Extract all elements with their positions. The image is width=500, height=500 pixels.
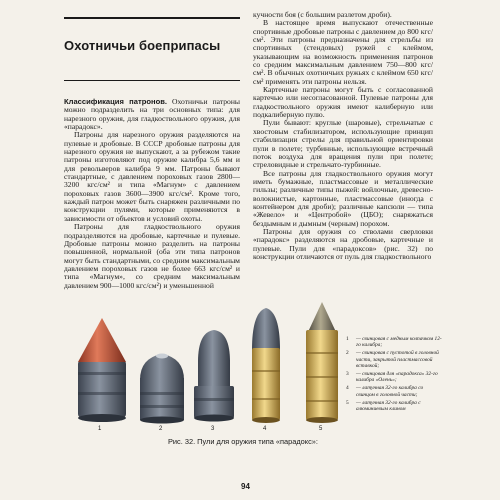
paragraph-7: Пули бывают: круглые (шаровые), стрельчатые с хвостовым стабилизатором, использующие принцип стабилизации стрелы для правильной ориентировки пули в полете; турбинные, использующие встречный поток воздуха для вращения пули при полете; стреловидные и стрельчато-турбинные. xyxy=(253,118,433,170)
bullet-1 xyxy=(78,318,126,422)
paragraph-5: В настоящее время выпускают отечественные спортивные дробовые патроны с давлением до 800 кгс/см². Эти патроны предназначены для стрельбы из спортивных (стендовых) ружей с клеймом, указывающим на возможность применения патронов со средним максимальным давлением 750—800 кгс/см². В обычных охотничьих ружьях с клеймом 650 кгс/см² применять эти патроны нельзя. xyxy=(253,18,433,86)
bullet-4 xyxy=(252,308,280,423)
legend-item: 5 — латунная 32-го калибра с алюминиевым клином xyxy=(346,399,421,413)
paragraph-lead: Классификация патронов. xyxy=(64,97,167,106)
legend-item: 2 — свинцовая с пустотой в головной части, закрытой пластмассовой вставкой; xyxy=(346,350,439,369)
bullet-2 xyxy=(140,354,184,424)
bullet-label-4: 4 xyxy=(263,426,267,432)
bullet-label-5: 5 xyxy=(319,426,323,432)
paragraph-3: Патроны для гладкоствольного оружия подразделяются на дробовые, картечные и пулевые. Дробовые патроны можно разделить на патроны повышенной, нормальной (оба эти типа патронов могут быть стандартными, со средним максимальным давлением пороховых газов не более 663 кгс/см² и типа «Магнум», со средним максимальным давлением 900—1000 кгс/см²) и уменьшенной xyxy=(64,222,240,290)
legend-item: 4 — латунная 32-го калибра со свинцом в головной части; xyxy=(346,385,424,398)
paragraph-text: Охотничьи патроны можно подразделить на три основных типа: для нарезного оружия, для гладкоствольного оружия, для «парадокс». xyxy=(64,97,240,132)
paragraph-8: Все патроны для гладкоствольного оружия могут иметь бумажные, пластмассовые и металлические гильзы; различные типы пыжей: войлочные, древесно-волокнистые, картонные, пластмассовые (иногда с контейнером для дроби); различные капсюли — типа «Жевело» и «Центробой» (ЦБО); снаряжаться бездымным и дымным (черным) порохом. xyxy=(253,168,433,228)
legend-item: 1 — свинцовая с медным колпачком 12-го калибра; xyxy=(346,336,442,349)
paragraph-4: кучности боя (с большим разлетом дроби). xyxy=(253,10,392,19)
bullet-5 xyxy=(306,302,338,423)
paragraph-9: Патроны для оружия со стволами сверловки «парадокс» разделяются на дробовые, картечные и пулевые. Пули для «парадоксов» (рис. 32) по конструкции отличаются от пуль для гладкоствольного xyxy=(253,226,433,261)
bullet-label-2: 2 xyxy=(159,426,163,432)
bullet-label-1: 1 xyxy=(98,426,102,432)
paragraph-2: Патроны для нарезного оружия разделяются на пулевые и дробовые. В СССР дробовые патроны для нарезного оружия не выпускают, а за рубежом такие патроны изготовляют под оружие калибра 5,6 мм и для револьверов калибра 9 мм. Патроны бывают стандартные, с давлением пороховых газов 2800—3200 кгс/см² и типа «Магнум» с давлением пороховых газов 3600—3900 кгс/см². Кроме того, каждый патрон может быть снаряжен различными по конструкции пулями, которые применяются в зависимости от объектов и условий охоты. xyxy=(64,130,240,223)
page-number: 94 xyxy=(241,482,250,491)
figure-caption: Рис. 32. Пули для оружия типа «парадокс»: xyxy=(168,437,318,446)
bullet-label-3: 3 xyxy=(211,426,215,432)
legend-item: 3 — свинцовая для «парадокса» 32-го калибра «Олень»; xyxy=(346,371,438,384)
bullet-3 xyxy=(194,330,234,422)
section-title: Охотничьи боеприпасы xyxy=(64,38,221,53)
paragraph-6: Картечные патроны могут быть с согласованной картечью или несогласованной. Пулевые патроны для гладкоствольного оружия имеют калиберную или подкалиберную пулю. xyxy=(253,85,433,120)
figure-legend xyxy=(346,336,442,414)
